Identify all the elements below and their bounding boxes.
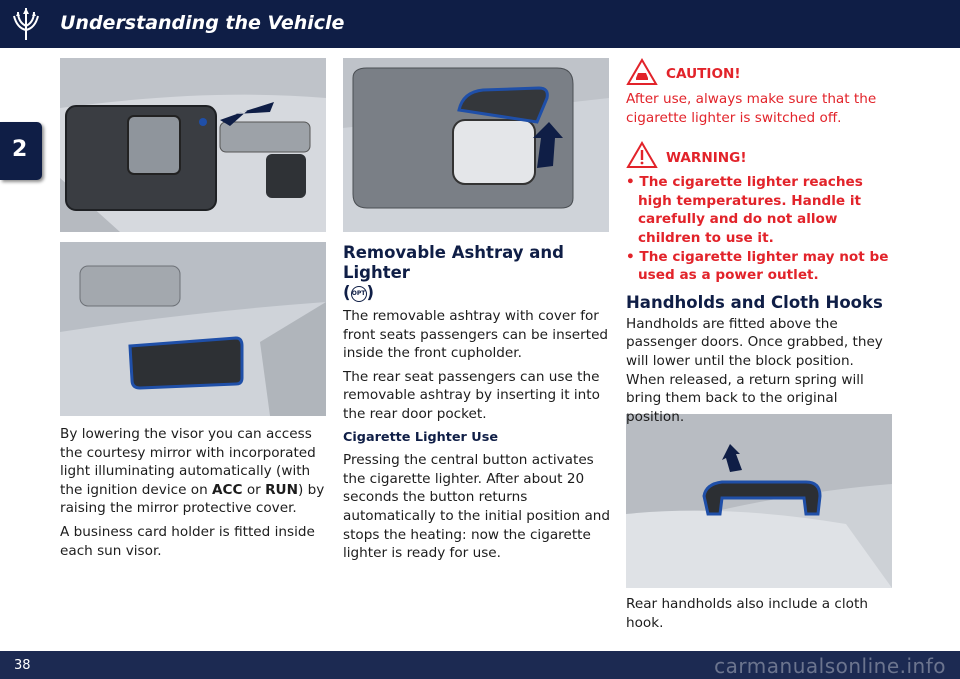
ashtray-paragraph-2: The rear seat passengers can use the removable ashtray by inserting it into the rear door pocket. [343, 368, 600, 422]
left-column-text [60, 425, 330, 565]
warning-item: • The cigarette lighter may not be used as a power outlet. [626, 248, 896, 285]
visor-lowered-image [60, 242, 326, 416]
chapter-tab [0, 122, 42, 180]
visor-paragraph: By lowering the visor you can access the courtesy mirror with incorporated light illuminating automatically (with the ignition device on ACC or RUN) by raising the mirror protective cover. [60, 426, 325, 517]
page-footer [0, 651, 960, 679]
watermark: carmanualsonline.info [714, 654, 946, 678]
page-number: 38 [14, 658, 31, 673]
warning-header: WARNING! [626, 141, 896, 169]
rear-handholds-text [626, 595, 896, 637]
ashtray-heading: Removable Ashtray and Lighter (OPT) [343, 243, 564, 302]
warning-triangle-icon [626, 141, 658, 169]
mirror-cover-image [343, 58, 609, 232]
page-header [0, 0, 960, 48]
chapter-number: 2 [12, 137, 28, 162]
middle-column-text [343, 243, 613, 568]
visor-mirror-image [60, 58, 326, 232]
cigarette-lighter-paragraph: Pressing the central button activates the cigarette lighter. After about 20 seconds the button returns automatically to the initial position and stops the heating: now the cigarette lighter is ready for use. [343, 452, 611, 562]
handhold-image [626, 414, 892, 588]
cigarette-lighter-subheading: Cigarette Lighter Use [343, 429, 498, 445]
rear-handholds-paragraph: Rear handholds also include a cloth hook. [626, 596, 868, 631]
business-card-paragraph: A business card holder is fitted inside each sun visor. [60, 523, 315, 559]
right-column-text [626, 58, 896, 431]
warning-item: • The cigarette lighter reaches high temperatures. Handle it carefully and do not allow children to use it. [626, 173, 896, 247]
header-title: Understanding the Vehicle [60, 12, 345, 34]
trident-logo-icon [12, 6, 40, 42]
opt-icon: OPT [351, 286, 367, 302]
ashtray-paragraph-1: The removable ashtray with cover for front seats passengers can be inserted inside the front cupholder. [343, 308, 609, 362]
run-label: RUN [265, 481, 298, 498]
acc-label: ACC [212, 481, 243, 498]
warning-list [626, 173, 896, 285]
car-caution-icon [626, 58, 658, 86]
handholds-heading: Handholds and Cloth Hooks [626, 292, 883, 312]
handholds-paragraph: Handholds are fitted above the passenger doors. Once grabbed, they will lower until the block position. When released, a return spring will bring them back to the original position. [626, 315, 883, 425]
caution-header: CAUTION! [626, 58, 896, 86]
caution-text: After use, always make sure that the cigarette lighter is switched off. [626, 91, 877, 126]
